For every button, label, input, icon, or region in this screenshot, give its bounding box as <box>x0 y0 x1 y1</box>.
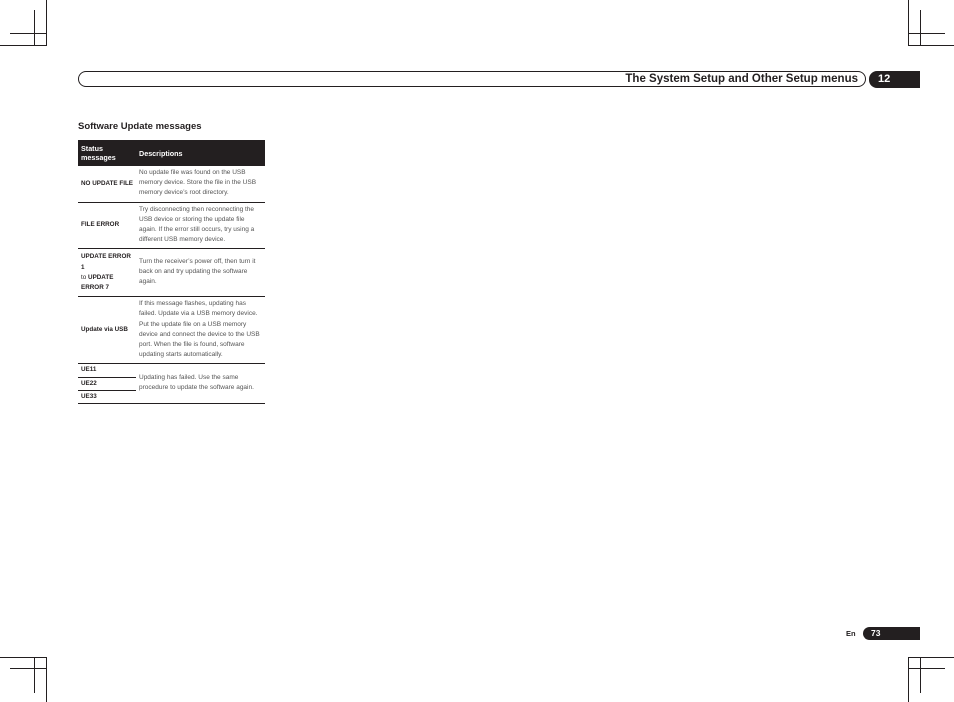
table-header-row <box>78 140 265 166</box>
table-row <box>78 166 265 202</box>
column-header-status: Status messages <box>78 140 136 166</box>
status-cell: UE11 <box>78 364 136 377</box>
status-cell: FILE ERROR <box>78 202 136 249</box>
software-update-messages-table <box>78 140 265 404</box>
section-title: Software Update messages <box>78 121 202 132</box>
status-cell <box>78 249 136 297</box>
description-cell: Updating has failed. Use the same procedure to update the software again. <box>136 364 265 404</box>
table-row <box>78 249 265 297</box>
description-cell: Turn the receiver’s power off, then turn it back on and try updating the software again. <box>136 249 265 297</box>
column-header-descriptions: Descriptions <box>136 140 265 166</box>
description-cell: If this message flashes, updating has failed. Update via a USB memory device. Put the update file on a USB memory device and connect the device to the USB port. When the file is found, software updating starts automatically. <box>136 297 265 364</box>
chapter-title: The System Setup and Other Setup menus <box>625 73 858 85</box>
table-row <box>78 364 265 377</box>
description-cell: Try disconnecting then reconnecting the USB device or storing the update file again. If the error still occurs, try using a different USB memory device. <box>136 202 265 249</box>
status-cell: Update via USB <box>78 297 136 364</box>
status-cell: UE33 <box>78 390 136 403</box>
description-cell: No update file was found on the USB memory device. Store the file in the USB memory device’s root directory. <box>136 166 265 202</box>
table-row <box>78 202 265 249</box>
language-label: En <box>846 629 856 638</box>
status-range-start: UPDATE ERROR 1 <box>81 253 131 271</box>
status-range-to: to <box>81 273 87 281</box>
status-range-end: UPDATE ERROR 7 <box>81 273 114 292</box>
table-row <box>78 297 265 364</box>
chapter-number-tab: 12 <box>869 71 920 88</box>
page-number-tab: 73 <box>863 627 920 640</box>
status-cell: NO UPDATE FILE <box>78 166 136 202</box>
status-cell: UE22 <box>78 377 136 390</box>
